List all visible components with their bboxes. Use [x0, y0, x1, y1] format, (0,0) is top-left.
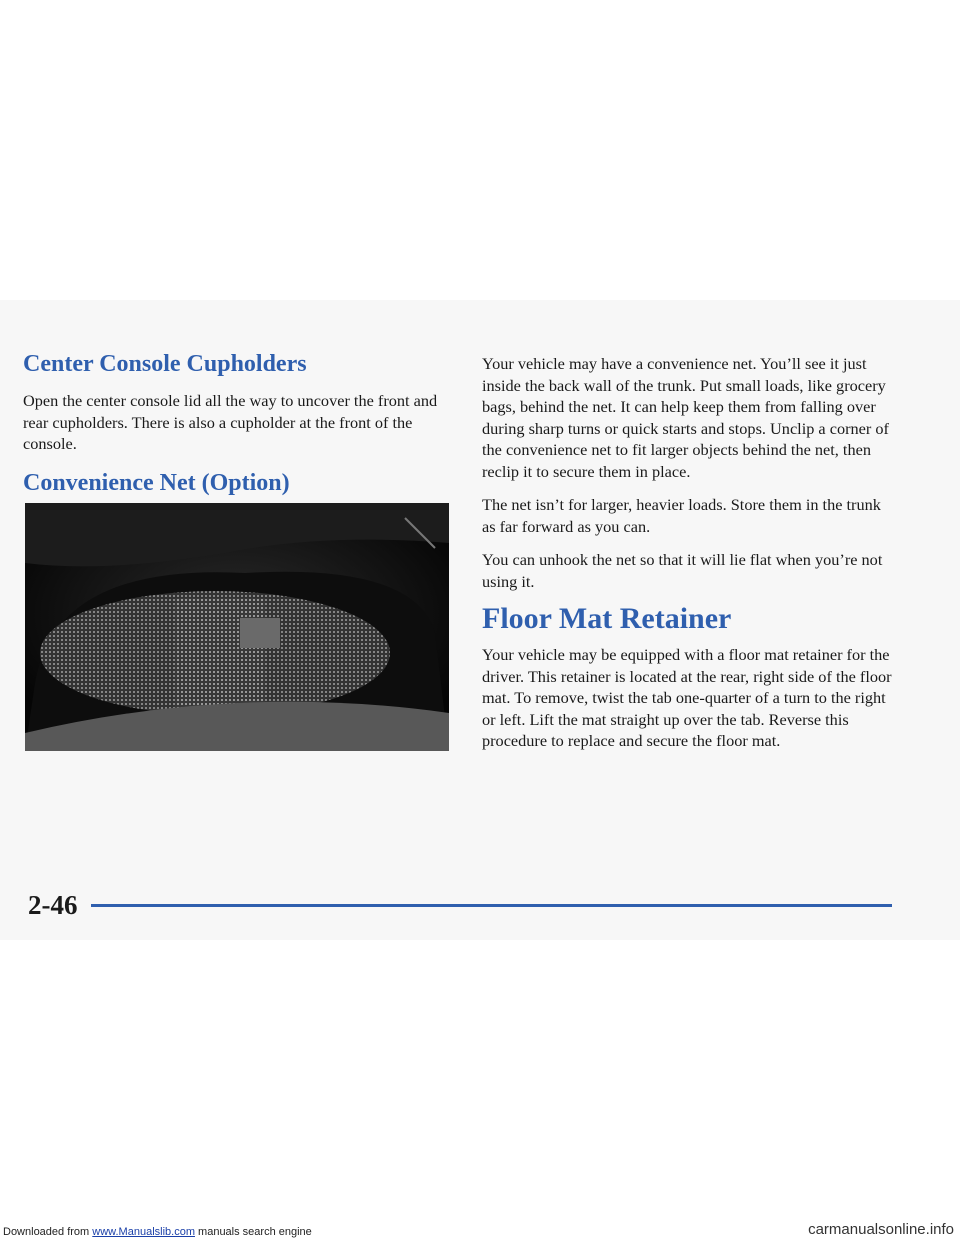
heading-floor-mat-retainer: Floor Mat Retainer [482, 602, 732, 635]
paragraph-convenience-net: Your vehicle may have a convenience net. You’ll see it just inside the back wall of the trunk. Put small loads, like grocery bags, behind the net. It can help keep them from falling over during sharp turns or quick starts and stops. Unclip a corner of the convenience net to fit larger objects behind the net, then reclip it to secure them in place. [482, 354, 889, 481]
paragraph-cupholders: Open the center console lid all the way to uncover the front and rear cupholders. There is also a cupholder at the front of the console. [23, 391, 438, 453]
right-column [482, 353, 892, 752]
download-footer [3, 1226, 312, 1238]
footer-suffix: manuals search engine [194, 1226, 312, 1238]
page-number: 2-46 [28, 890, 78, 920]
heading-convenience-net: Convenience Net (Option) [23, 469, 290, 496]
left-column [23, 350, 443, 497]
footer-rule [91, 904, 892, 907]
watermark-text: carmanualsonline.info [808, 1221, 954, 1238]
paragraph-floor-mat: Your vehicle may be equipped with a floor mat retainer for the driver. This retainer is located at the rear, right side of the floor mat. To remove, twist the tab one-quarter of a turn to the right or left. Lift the mat straight up over the tab. Reverse this procedure to replace and secure the floor mat. [482, 645, 892, 750]
paragraph-unhook-net: You can unhook the net so that it will lie flat when you’re not using it. [482, 550, 883, 591]
manualslib-link[interactable]: www.Manualslib.com [92, 1226, 195, 1238]
trunk-convenience-net-photo [25, 503, 449, 751]
footer-prefix: Downloaded from [3, 1226, 93, 1238]
paragraph-net-loads: The net isn’t for larger, heavier loads. Store them in the trunk as far forward as you can. [482, 495, 881, 536]
heading-center-console-cupholders: Center Console Cupholders [23, 351, 307, 377]
